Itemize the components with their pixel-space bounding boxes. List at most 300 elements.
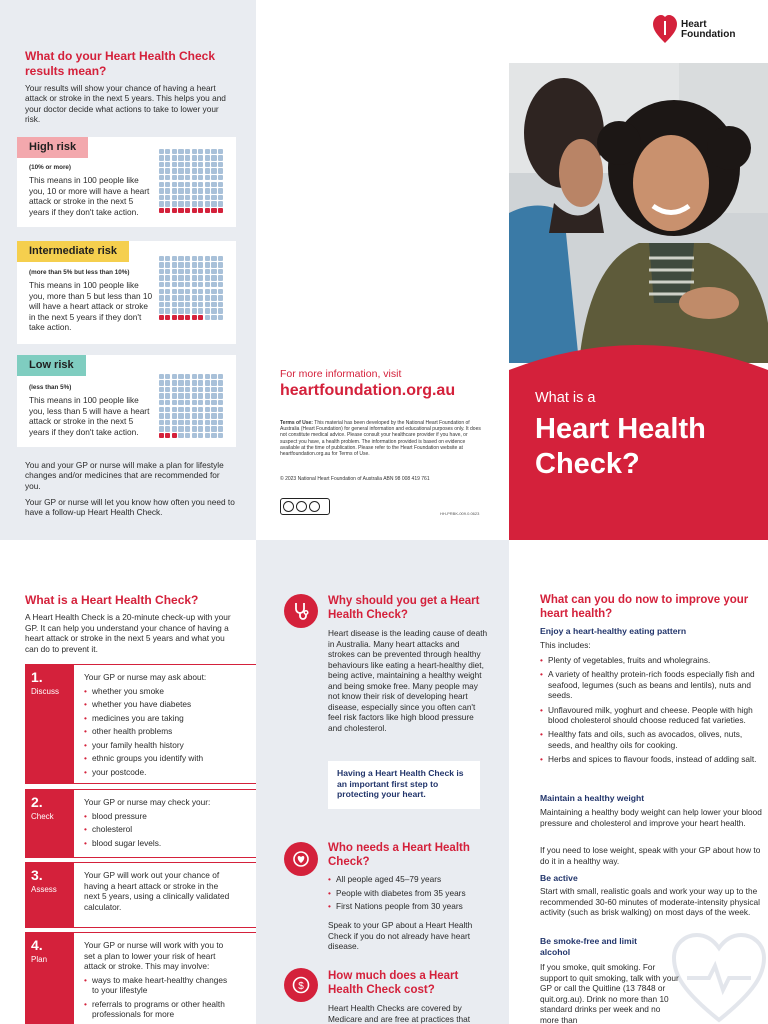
person-icon <box>165 149 170 154</box>
person-icon <box>178 426 183 431</box>
person-icon <box>198 407 203 412</box>
person-icon <box>178 269 183 274</box>
what-is-panel <box>0 540 256 1024</box>
list-item: • People with diabetes from 35 years <box>328 887 493 901</box>
why-who-cost-panel <box>256 540 509 1024</box>
person-icon <box>192 275 197 280</box>
step-lead: Your GP or nurse may ask about: <box>84 672 207 682</box>
person-icon <box>178 195 183 200</box>
person-icon <box>198 269 203 274</box>
person-icon <box>198 155 203 160</box>
person-icon <box>192 295 197 300</box>
logo-line-1: Heart <box>681 18 707 30</box>
person-icon <box>211 302 216 307</box>
list-item: • ethnic groups you identify with <box>84 752 234 766</box>
person-icon <box>192 393 197 398</box>
person-icon <box>165 175 170 180</box>
person-icon <box>198 387 203 392</box>
person-icon <box>185 407 190 412</box>
person-icon <box>205 188 210 193</box>
front-cover-panel <box>509 0 768 540</box>
person-icon <box>192 380 197 385</box>
person-icon <box>172 433 177 438</box>
eating-title: Enjoy a heart-healthy eating pattern <box>540 626 687 636</box>
step-list <box>84 810 234 851</box>
person-icon <box>178 433 183 438</box>
person-icon <box>205 289 210 294</box>
person-icon <box>178 155 183 160</box>
person-icon <box>185 201 190 206</box>
step-number: 2. <box>31 794 43 810</box>
person-icon <box>185 149 190 154</box>
heart-logo-icon <box>653 15 677 45</box>
person-icon <box>205 407 210 412</box>
publication-code: HH-PRBK-009.0.0623 <box>440 511 480 516</box>
person-icon <box>192 195 197 200</box>
person-icon <box>192 208 197 213</box>
person-icon <box>159 420 164 425</box>
what-is-intro: A Heart Health Check is a 20-minute check-up with your GP. It can help you understand your chance of having a heart attack or stroke in the next 5 years and what you can do to prevent it. <box>25 612 231 654</box>
list-item: • Healthy fats and oils, such as avocados, olives, nuts, seeds, and healthy oils for cooking. <box>540 729 760 750</box>
person-icon <box>211 188 216 193</box>
dollar-icon <box>284 968 318 1002</box>
improve-heading: What can you do now to improve your heart health? <box>540 594 749 620</box>
list-item: • All people aged 45–79 years <box>328 873 493 887</box>
person-icon <box>198 149 203 154</box>
person-icon <box>159 380 164 385</box>
person-icon <box>185 393 190 398</box>
eating-list <box>540 655 760 769</box>
person-icon <box>185 256 190 261</box>
person-icon <box>205 315 210 320</box>
person-icon <box>185 162 190 167</box>
person-icon <box>218 420 223 425</box>
who-text: Speak to your GP about a Heart Health Check if you do not already have heart disease. <box>328 920 473 951</box>
high-risk-card <box>17 137 236 227</box>
person-icon <box>159 374 164 379</box>
person-icon <box>165 282 170 287</box>
person-icon <box>165 208 170 213</box>
person-icon <box>185 275 190 280</box>
person-icon <box>198 201 203 206</box>
person-icon <box>159 413 164 418</box>
person-icon <box>159 149 164 154</box>
person-icon <box>192 420 197 425</box>
person-icon <box>165 162 170 167</box>
step-name: Plan <box>31 955 48 964</box>
person-icon <box>218 195 223 200</box>
person-icon <box>159 426 164 431</box>
person-icon <box>165 393 170 398</box>
low-risk-card <box>17 355 236 447</box>
person-icon <box>218 208 223 213</box>
person-icon <box>178 289 183 294</box>
person-icon <box>211 420 216 425</box>
person-icon <box>185 182 190 187</box>
person-icon <box>159 315 164 320</box>
list-item: • blood sugar levels. <box>84 837 234 851</box>
step-list <box>84 975 234 1020</box>
heart-outline-icon <box>669 930 768 1024</box>
person-icon <box>205 168 210 173</box>
person-icon <box>211 426 216 431</box>
website-link[interactable]: heartfoundation.org.au <box>280 382 456 399</box>
person-icon <box>159 269 164 274</box>
person-icon <box>159 162 164 167</box>
list-item: • medicines you are taking <box>84 712 234 726</box>
person-icon <box>211 295 216 300</box>
high-risk-label: High risk <box>17 137 88 158</box>
weight-text-2: If you need to lose weight, speak with your GP about how to do it in a healthy way. <box>540 845 761 866</box>
why-heading: Why should you get a Heart Health Check? <box>328 595 480 621</box>
person-icon <box>185 380 190 385</box>
person-icon <box>211 400 216 405</box>
person-icon <box>159 387 164 392</box>
person-icon <box>218 433 223 438</box>
person-icon <box>211 380 216 385</box>
person-icon <box>185 195 190 200</box>
person-icon <box>159 308 164 313</box>
person-icon <box>172 269 177 274</box>
person-icon <box>205 162 210 167</box>
person-icon <box>198 256 203 261</box>
what-is-heading: What is a Heart Health Check? <box>25 593 199 607</box>
person-icon <box>218 308 223 313</box>
person-icon <box>165 374 170 379</box>
person-icon <box>198 182 203 187</box>
person-icon <box>172 295 177 300</box>
person-icon <box>218 413 223 418</box>
person-icon <box>165 201 170 206</box>
person-icon <box>198 420 203 425</box>
person-icon <box>165 269 170 274</box>
step-plan <box>25 932 256 1024</box>
person-icon <box>205 295 210 300</box>
person-icon <box>172 256 177 261</box>
person-icon <box>218 426 223 431</box>
person-icon <box>218 380 223 385</box>
person-icon <box>165 195 170 200</box>
person-icon <box>172 315 177 320</box>
person-icon <box>165 308 170 313</box>
person-icon <box>159 433 164 438</box>
person-icon <box>172 380 177 385</box>
person-icon <box>178 275 183 280</box>
person-icon <box>218 182 223 187</box>
list-item: • whether you have diabetes <box>84 698 234 712</box>
person-icon <box>218 315 223 320</box>
person-icon <box>205 269 210 274</box>
person-icon <box>159 407 164 412</box>
person-icon <box>218 269 223 274</box>
person-icon <box>165 155 170 160</box>
smoke-title: Be smoke-free and limit alcohol <box>540 936 637 957</box>
person-icon <box>211 208 216 213</box>
callout-quote: Having a Heart Health Check is an important first step to protecting your heart. <box>328 761 480 809</box>
person-icon <box>165 289 170 294</box>
person-icon <box>172 407 177 412</box>
person-icon <box>205 302 210 307</box>
low-risk-range: (less than 5%) <box>29 384 72 391</box>
person-icon <box>192 162 197 167</box>
high-risk-desc: This means in 100 people like you, 10 or more will have a heart attack or stroke in the next 5 years if they don't take action. <box>29 175 150 217</box>
person-icon <box>178 413 183 418</box>
intermediate-risk-range: (more than 5% but less than 10%) <box>29 269 130 276</box>
person-icon <box>205 149 210 154</box>
list-item: • blood pressure <box>84 810 234 824</box>
improve-health-panel <box>509 540 768 1024</box>
person-icon <box>165 302 170 307</box>
person-icon <box>172 393 177 398</box>
person-icon <box>211 182 216 187</box>
why-text: Heart disease is the leading cause of death in Australia. Many heart attacks and strokes can be prevented through healthy behaviours like eating a heart-healthy diet, being active, maintaining a healthy weight and being smoke free. Many people may not know their risk of developing heart disease, especially since you often can't feel risk factors like high blood pressure and cholesterol. <box>328 628 488 733</box>
person-icon <box>205 182 210 187</box>
active-text: Start with small, realistic goals and work your way up to the recommended 30-60 minutes of moderate-intensity physical activity (such as brisk walking) on most days of the week. <box>540 886 760 917</box>
person-icon <box>172 195 177 200</box>
person-icon <box>198 282 203 287</box>
person-icon <box>185 208 190 213</box>
followup-text: Your GP or nurse will let you know how often you need to have a follow-up Heart Health Check. <box>25 497 235 518</box>
person-icon <box>211 413 216 418</box>
person-icon <box>165 400 170 405</box>
person-icon <box>172 182 177 187</box>
person-icon <box>192 182 197 187</box>
person-icon <box>178 162 183 167</box>
step-number: 4. <box>31 937 43 953</box>
terms-text: This material has been developed by the National Heart Foundation of Australia (Heart Foundation) for general information and educational purposes only. It does not constitute medical advice. Please consult your healthcare provider if you have, or suspect you have, a health problem. The information provided is based on evidence available at the time of publication. Please refer to the Heart Foundation website at heartfoundation.org.au for Terms of Use. <box>280 420 481 458</box>
person-icon <box>165 426 170 431</box>
list-item: • whether you smoke <box>84 685 234 699</box>
high-risk-people-grid <box>158 148 224 214</box>
person-icon <box>198 380 203 385</box>
person-icon <box>185 420 190 425</box>
person-icon <box>178 201 183 206</box>
person-icon <box>211 275 216 280</box>
person-icon <box>185 295 190 300</box>
person-icon <box>172 413 177 418</box>
person-icon <box>205 374 210 379</box>
person-icon <box>192 374 197 379</box>
person-icon <box>159 275 164 280</box>
person-icon <box>165 420 170 425</box>
person-icon <box>205 426 210 431</box>
person-icon <box>218 168 223 173</box>
person-icon <box>172 302 177 307</box>
person-icon <box>165 275 170 280</box>
results-panel <box>0 0 256 540</box>
person-icon <box>192 256 197 261</box>
step-lead: Your GP will work out your chance of having a heart attack or stroke in the next 5 years, using a clinically validated calculator. <box>84 870 230 912</box>
person-icon <box>218 282 223 287</box>
person-icon <box>159 175 164 180</box>
person-icon <box>205 275 210 280</box>
step-lead: Your GP or nurse may check your: <box>84 797 211 807</box>
person-icon <box>172 149 177 154</box>
person-icon <box>211 162 216 167</box>
person-icon <box>205 420 210 425</box>
person-icon <box>192 168 197 173</box>
step-discuss <box>25 664 256 784</box>
person-icon <box>165 433 170 438</box>
person-icon <box>192 155 197 160</box>
person-icon <box>218 374 223 379</box>
creative-commons-icon <box>280 498 330 515</box>
intermediate-risk-desc: This means in 100 people like you, more than 5 but less than 10 will have a heart attack or stroke in the next 5 years if they don't take action. <box>29 280 153 332</box>
person-icon <box>198 208 203 213</box>
person-icon <box>159 393 164 398</box>
person-icon <box>192 289 197 294</box>
person-icon <box>205 175 210 180</box>
list-item: • Herbs and spices to flavour foods, instead of adding salt. <box>540 754 760 764</box>
person-icon <box>178 374 183 379</box>
person-icon <box>198 433 203 438</box>
person-icon <box>178 295 183 300</box>
person-icon <box>192 175 197 180</box>
person-icon <box>185 289 190 294</box>
person-icon <box>205 400 210 405</box>
list-item: • A variety of healthy protein-rich foods especially fish and seafood, legumes (such as beans and lentils), nuts and seeds. <box>540 669 760 700</box>
step-list <box>84 685 234 780</box>
low-risk-desc: This means in 100 people like you, less than 5 will have a heart attack or stroke in the next 5 years if they don't take action. <box>29 395 150 437</box>
person-icon <box>185 302 190 307</box>
more-info-label: For more information, visit <box>280 368 402 380</box>
person-icon <box>205 380 210 385</box>
person-icon <box>185 168 190 173</box>
person-icon <box>218 295 223 300</box>
terms-label: Terms of Use: <box>280 420 313 426</box>
person-icon <box>192 433 197 438</box>
person-icon <box>205 201 210 206</box>
person-icon <box>192 315 197 320</box>
person-icon <box>172 282 177 287</box>
person-icon <box>159 400 164 405</box>
person-icon <box>211 256 216 261</box>
eating-lead: This includes: <box>540 640 591 650</box>
person-icon <box>192 426 197 431</box>
person-icon <box>185 282 190 287</box>
list-item: • Plenty of vegetables, fruits and wholegrains. <box>540 655 760 665</box>
heart-target-icon <box>284 842 318 876</box>
person-icon <box>178 168 183 173</box>
person-icon <box>178 315 183 320</box>
person-icon <box>211 289 216 294</box>
person-icon <box>159 289 164 294</box>
weight-title: Maintain a healthy weight <box>540 793 645 803</box>
svg-text:$: $ <box>298 981 304 992</box>
step-name: Check <box>31 812 54 821</box>
person-icon <box>165 387 170 392</box>
person-icon <box>159 302 164 307</box>
person-icon <box>211 407 216 412</box>
person-icon <box>165 182 170 187</box>
results-intro: Your results will show your chance of having a heart attack or stroke in the next 5 years. This helps you and your doctor decide what actions to take to lower your risk. <box>25 83 226 125</box>
person-icon <box>198 374 203 379</box>
person-icon <box>198 188 203 193</box>
step-name: Discuss <box>31 687 60 696</box>
person-icon <box>172 201 177 206</box>
person-icon <box>211 393 216 398</box>
terms-of-use <box>280 420 486 457</box>
person-icon <box>198 426 203 431</box>
list-item: • cholesterol <box>84 823 234 837</box>
person-icon <box>192 407 197 412</box>
person-icon <box>172 168 177 173</box>
person-icon <box>198 295 203 300</box>
list-item: • ways to make heart-healthy changes to your lifestyle <box>84 975 234 996</box>
intermediate-risk-people-grid <box>158 255 224 321</box>
person-icon <box>159 195 164 200</box>
back-cover-panel <box>256 0 509 540</box>
person-icon <box>192 201 197 206</box>
person-icon <box>178 182 183 187</box>
person-icon <box>165 413 170 418</box>
person-icon <box>198 302 203 307</box>
person-icon <box>165 407 170 412</box>
person-icon <box>198 315 203 320</box>
person-icon <box>192 149 197 154</box>
step-lead: Your GP or nurse will work with you to set a plan to lower your risk of heart attack or stroke. This may involve: <box>84 940 224 971</box>
low-risk-people-grid <box>158 373 224 439</box>
person-icon <box>218 162 223 167</box>
person-icon <box>218 188 223 193</box>
person-icon <box>178 393 183 398</box>
person-icon <box>205 256 210 261</box>
intermediate-risk-label: Intermediate risk <box>17 241 129 262</box>
person-icon <box>192 302 197 307</box>
person-icon <box>185 188 190 193</box>
list-item: • other health problems <box>84 725 234 739</box>
person-icon <box>205 155 210 160</box>
list-item: • your postcode. <box>84 766 234 780</box>
person-icon <box>205 413 210 418</box>
results-heading: What do your Heart Health Check results mean? <box>25 49 216 78</box>
person-icon <box>165 262 170 267</box>
person-icon <box>218 149 223 154</box>
person-icon <box>178 420 183 425</box>
person-icon <box>159 282 164 287</box>
person-icon <box>165 256 170 261</box>
person-icon <box>159 208 164 213</box>
person-icon <box>218 393 223 398</box>
cover-photo <box>509 63 768 363</box>
person-icon <box>205 433 210 438</box>
person-icon <box>165 315 170 320</box>
step-name: Assess <box>31 885 57 894</box>
person-icon <box>172 188 177 193</box>
who-heading: Who needs a Heart Health Check? <box>328 842 470 868</box>
person-icon <box>218 262 223 267</box>
person-icon <box>218 155 223 160</box>
person-icon <box>172 426 177 431</box>
person-icon <box>185 262 190 267</box>
person-icon <box>198 262 203 267</box>
person-icon <box>218 256 223 261</box>
stethoscope-icon <box>284 594 318 628</box>
person-icon <box>185 269 190 274</box>
person-icon <box>218 400 223 405</box>
person-icon <box>172 400 177 405</box>
person-icon <box>218 289 223 294</box>
list-item: • Unflavoured milk, yoghurt and cheese. People with high blood cholesterol should choose reduced fat varieties. <box>540 705 760 726</box>
step-number: 3. <box>31 867 43 883</box>
list-item: • your family health history <box>84 739 234 753</box>
list-item: • First Nations people from 30 years <box>328 900 493 914</box>
person-icon <box>178 256 183 261</box>
person-icon <box>185 374 190 379</box>
person-icon <box>185 175 190 180</box>
person-icon <box>172 289 177 294</box>
person-icon <box>198 400 203 405</box>
